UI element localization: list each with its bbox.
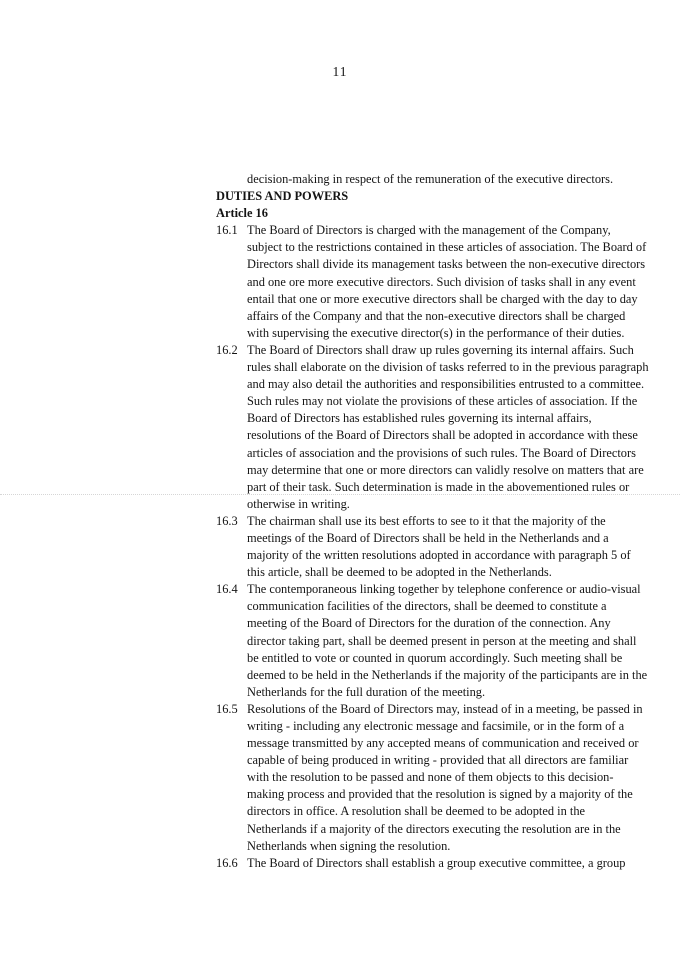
clause-16-1 — [216, 222, 661, 342]
clause-line: The Board of Directors shall establish a group executive committee, a group — [247, 855, 626, 870]
clause-line: part of their task. Such determination is made in the abovementioned rules or — [247, 479, 630, 494]
clause-line: communication facilities of the directors, shall be deemed to constitute a — [247, 599, 607, 614]
clause-line: articles of association and the provisions of such rules. The Board of Directors — [247, 445, 636, 460]
clause-16-3 — [216, 513, 661, 581]
document-body — [216, 171, 661, 872]
clause-line: with supervising the executive director(s) in the performance of their duties. — [247, 325, 625, 340]
intro-line: decision-making in respect of the remuneration of the executive directors. — [247, 172, 614, 186]
clause-line: rules shall elaborate on the division of tasks referred to in the previous paragraph — [247, 360, 649, 375]
clause-line: and may also detail the authorities and responsibilities entrusted to a committee. — [247, 377, 645, 392]
clause-text — [247, 513, 661, 581]
page-number: 11 — [332, 64, 348, 79]
clause-line: this article, shall be deemed to be adopted in the Netherlands. — [247, 565, 552, 580]
clause-text — [247, 581, 661, 701]
clause-line: meeting of the Board of Directors for the duration of the connection. Any — [247, 616, 611, 631]
clause-line: resolutions of the Board of Directors shall be adopted in accordance with these — [247, 428, 638, 443]
clause-line: making process and provided that the resolution is signed by a majority of the — [247, 787, 633, 802]
clause-line: director taking part, shall be deemed present in person at the meeting and shall — [247, 633, 637, 648]
clause-line: message transmitted by any accepted means of communication and received or — [247, 736, 639, 751]
clause-number: 16.1 — [216, 223, 238, 238]
clause-number: 16.2 — [216, 342, 238, 357]
clause-line: Netherlands when signing the resolution. — [247, 838, 451, 853]
clause-line: affairs of the Company and that the non-executive directors shall be charged — [247, 308, 626, 323]
clause-line: deemed to be held in the Netherlands if the majority of the participants are in the — [247, 667, 648, 682]
clause-number: 16.3 — [216, 513, 238, 528]
clause-text — [247, 342, 661, 513]
clause-line: subject to the restrictions contained in these articles of association. The Board of — [247, 240, 647, 255]
clause-line: The contemporaneous linking together by telephone conference or audio-visual — [247, 582, 641, 597]
clause-line: with the resolution to be passed and none of them objects to this decision- — [247, 770, 614, 785]
clause-line: be entitled to vote or counted in quorum accordingly. Such meeting shall be — [247, 650, 623, 665]
clause-line: Resolutions of the Board of Directors may, instead of in a meeting, be passed in — [247, 701, 643, 716]
clause-16-6 — [216, 855, 661, 872]
clause-line: and one ore more executive directors. Such division of tasks shall in any event — [247, 274, 636, 289]
clause-line: capable of being produced in writing - provided that all directors are familiar — [247, 753, 629, 768]
clause-line: Board of Directors has established rules governing its internal affairs, — [247, 411, 592, 426]
clause-line: majority of the written resolutions adopted in accordance with paragraph 5 of — [247, 548, 631, 563]
clause-line: Such rules may not violate the provisions of these articles of association. If the — [247, 394, 638, 409]
clause-number: 16.6 — [216, 855, 238, 870]
clause-line: writing - including any electronic message and facsimile, or in the form of a — [247, 719, 625, 733]
clause-line: The Board of Directors shall draw up rules governing its internal affairs. Such — [247, 342, 634, 357]
clause-line: entail that one or more executive directors shall be charged with the day to day — [247, 291, 638, 306]
clause-list — [216, 222, 661, 872]
clause-line: Netherlands for the full duration of the meeting. — [247, 684, 486, 699]
clause-line: The chairman shall use its best efforts to see to it that the majority of the — [247, 513, 606, 528]
clause-line: Directors shall divide its management tasks between the non-executive directors — [247, 257, 646, 272]
clause-16-4 — [216, 581, 661, 701]
clause-line: directors in office. A resolution shall be deemed to be adopted in the — [247, 804, 586, 819]
clause-number: 16.4 — [216, 582, 238, 597]
clause-16-5 — [216, 701, 661, 855]
clause-text — [247, 222, 661, 342]
clause-text — [247, 855, 661, 872]
section-heading: DUTIES AND POWERS — [216, 189, 349, 204]
clause-number: 16.5 — [216, 701, 238, 716]
clause-line: may determine that one or more directors can validly resolve on matters that are — [247, 462, 644, 477]
clause-16-2 — [216, 342, 661, 513]
clause-line: The Board of Directors is charged with the management of the Company, — [247, 223, 611, 238]
clause-line: meetings of the Board of Directors shall be held in the Netherlands and a — [247, 530, 609, 545]
clause-line: Netherlands if a majority of the directors executing the resolution are in the — [247, 821, 621, 836]
clause-line: otherwise in writing. — [247, 496, 350, 511]
article-heading: Article 16 — [216, 206, 268, 221]
clause-text — [247, 701, 661, 855]
